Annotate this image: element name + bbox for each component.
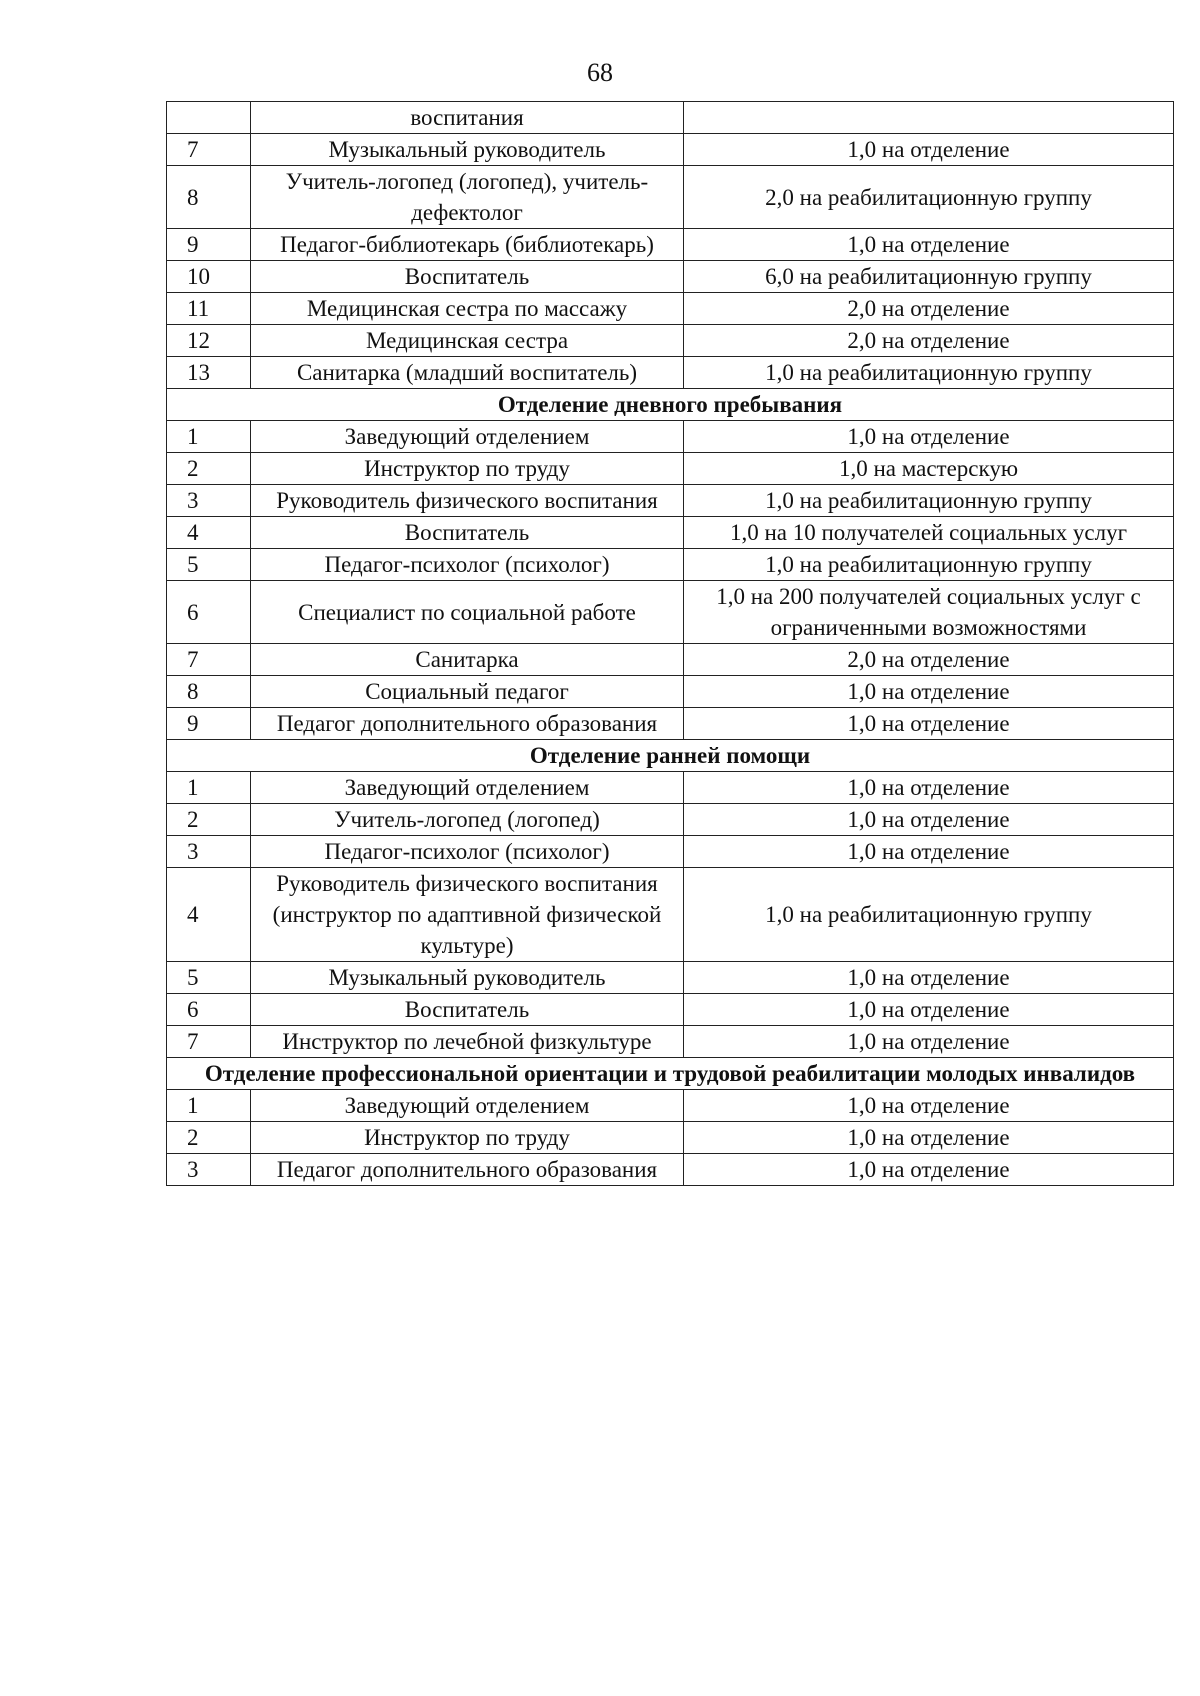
row-number [167, 102, 251, 134]
position-cell: Санитарка [251, 644, 684, 676]
table-row [167, 325, 1174, 357]
norm-cell: 1,0 на отделение [684, 708, 1174, 740]
position-cell: Руководитель физического воспитания [251, 485, 684, 517]
row-number: 6 [167, 581, 251, 644]
norm-cell: 2,0 на отделение [684, 644, 1174, 676]
table-row [167, 261, 1174, 293]
section-header-row [167, 389, 1174, 421]
section-header-row [167, 740, 1174, 772]
table-row [167, 357, 1174, 389]
norm-cell: 1,0 на отделение [684, 134, 1174, 166]
position-cell: Медицинская сестра [251, 325, 684, 357]
table-row [167, 581, 1174, 644]
table-row [167, 708, 1174, 740]
position-cell: Руководитель физического воспитания (инструктор по адаптивной физической культуре) [251, 868, 684, 962]
section-title: Отделение ранней помощи [167, 740, 1174, 772]
staffing-table-body [167, 102, 1174, 1186]
position-cell: Педагог-библиотекарь (библиотекарь) [251, 229, 684, 261]
norm-cell: 1,0 на отделение [684, 1154, 1174, 1186]
table-row [167, 1154, 1174, 1186]
table-row [167, 644, 1174, 676]
row-number: 9 [167, 229, 251, 261]
row-number: 13 [167, 357, 251, 389]
norm-cell: 1,0 на отделение [684, 1090, 1174, 1122]
table-row [167, 549, 1174, 581]
table-row [167, 804, 1174, 836]
norm-cell: 1,0 на 200 получателей социальных услуг с ограниченными возможностями [684, 581, 1174, 644]
table-row [167, 836, 1174, 868]
position-cell: Инструктор по труду [251, 1122, 684, 1154]
section-header-row [167, 1058, 1174, 1090]
row-number: 4 [167, 517, 251, 549]
position-cell: Санитарка (младший воспитатель) [251, 357, 684, 389]
norm-cell: 1,0 на мастерскую [684, 453, 1174, 485]
table-row [167, 517, 1174, 549]
table-row [167, 868, 1174, 962]
table-row [167, 453, 1174, 485]
position-cell: воспитания [251, 102, 684, 134]
row-number: 2 [167, 1122, 251, 1154]
position-cell: Педагог-психолог (психолог) [251, 549, 684, 581]
section-title: Отделение дневного пребывания [167, 389, 1174, 421]
table-row [167, 421, 1174, 453]
row-number: 10 [167, 261, 251, 293]
position-cell: Заведующий отделением [251, 421, 684, 453]
table-row [167, 772, 1174, 804]
position-cell: Педагог-психолог (психолог) [251, 836, 684, 868]
table-row [167, 994, 1174, 1026]
position-cell: Учитель-логопед (логопед), учитель-дефектолог [251, 166, 684, 229]
norm-cell: 1,0 на отделение [684, 962, 1174, 994]
row-number: 3 [167, 485, 251, 517]
row-number: 3 [167, 836, 251, 868]
row-number: 11 [167, 293, 251, 325]
row-number: 7 [167, 1026, 251, 1058]
norm-cell: 1,0 на реабилитационную группу [684, 868, 1174, 962]
position-cell: Воспитатель [251, 261, 684, 293]
row-number: 5 [167, 549, 251, 581]
section-title: Отделение профессиональной ориентации и трудовой реабилитации молодых инвалидов [167, 1058, 1174, 1090]
row-number: 8 [167, 166, 251, 229]
norm-cell: 1,0 на реабилитационную группу [684, 485, 1174, 517]
table-row [167, 1122, 1174, 1154]
norm-cell: 1,0 на отделение [684, 1026, 1174, 1058]
page-number: 68 [587, 58, 613, 87]
row-number: 5 [167, 962, 251, 994]
table-row-continuation [167, 102, 1174, 134]
position-cell: Социальный педагог [251, 676, 684, 708]
row-number: 1 [167, 772, 251, 804]
table-row [167, 1026, 1174, 1058]
table-row [167, 676, 1174, 708]
row-number: 7 [167, 134, 251, 166]
position-cell: Педагог дополнительного образования [251, 708, 684, 740]
position-cell: Музыкальный руководитель [251, 134, 684, 166]
row-number: 3 [167, 1154, 251, 1186]
norm-cell: 1,0 на отделение [684, 772, 1174, 804]
norm-cell: 1,0 на отделение [684, 836, 1174, 868]
position-cell: Заведующий отделением [251, 772, 684, 804]
norm-cell: 1,0 на реабилитационную группу [684, 357, 1174, 389]
norm-cell: 2,0 на отделение [684, 293, 1174, 325]
norm-cell: 6,0 на реабилитационную группу [684, 261, 1174, 293]
row-number: 2 [167, 804, 251, 836]
position-cell: Педагог дополнительного образования [251, 1154, 684, 1186]
row-number: 12 [167, 325, 251, 357]
position-cell: Медицинская сестра по массажу [251, 293, 684, 325]
norm-cell: 1,0 на отделение [684, 229, 1174, 261]
position-cell: Воспитатель [251, 994, 684, 1026]
table-row [167, 134, 1174, 166]
norm-cell: 2,0 на реабилитационную группу [684, 166, 1174, 229]
norm-cell: 1,0 на отделение [684, 804, 1174, 836]
row-number: 8 [167, 676, 251, 708]
table-row [167, 293, 1174, 325]
norm-cell: 1,0 на отделение [684, 1122, 1174, 1154]
row-number: 1 [167, 421, 251, 453]
position-cell: Заведующий отделением [251, 1090, 684, 1122]
row-number: 2 [167, 453, 251, 485]
row-number: 9 [167, 708, 251, 740]
position-cell: Музыкальный руководитель [251, 962, 684, 994]
norm-cell: 1,0 на реабилитационную группу [684, 549, 1174, 581]
table-row [167, 962, 1174, 994]
row-number: 7 [167, 644, 251, 676]
row-number: 6 [167, 994, 251, 1026]
position-cell: Инструктор по труду [251, 453, 684, 485]
position-cell: Специалист по социальной работе [251, 581, 684, 644]
table-row [167, 1090, 1174, 1122]
norm-cell: 1,0 на отделение [684, 994, 1174, 1026]
norm-cell: 1,0 на отделение [684, 676, 1174, 708]
position-cell: Учитель-логопед (логопед) [251, 804, 684, 836]
row-number: 1 [167, 1090, 251, 1122]
norm-cell [684, 102, 1174, 134]
position-cell: Инструктор по лечебной физкультуре [251, 1026, 684, 1058]
row-number: 4 [167, 868, 251, 962]
table-row [167, 485, 1174, 517]
norm-cell: 1,0 на отделение [684, 421, 1174, 453]
table-row [167, 229, 1174, 261]
norm-cell: 1,0 на 10 получателей социальных услуг [684, 517, 1174, 549]
table-row [167, 166, 1174, 229]
staffing-table [166, 101, 1174, 1186]
position-cell: Воспитатель [251, 517, 684, 549]
norm-cell: 2,0 на отделение [684, 325, 1174, 357]
